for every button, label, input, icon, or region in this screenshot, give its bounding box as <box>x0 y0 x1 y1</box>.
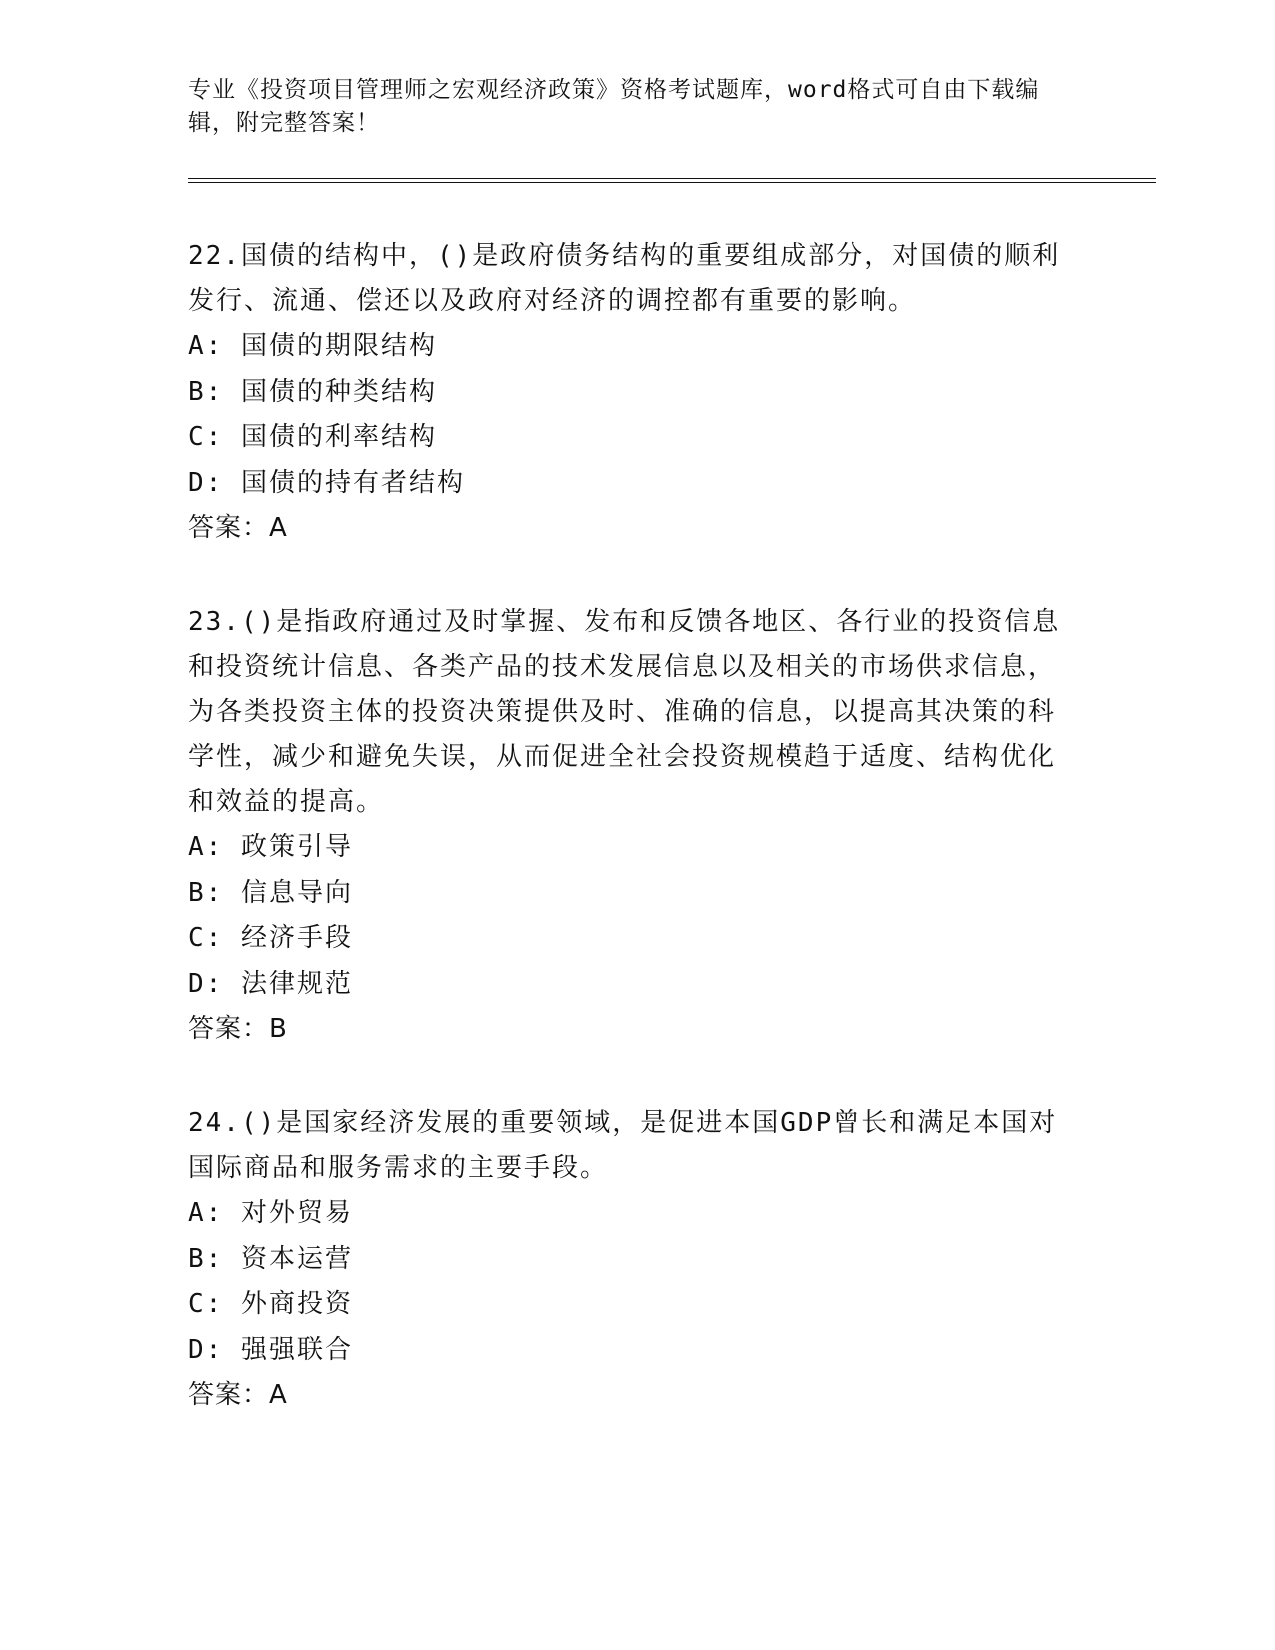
option-a: A: 国债的期限结构 <box>188 331 437 361</box>
option-b: B: 资本运营 <box>188 1243 353 1274</box>
option-b: B: 信息导向 <box>188 877 353 908</box>
question-stem: 22.国债的结构中，()是政府债务结构的重要组成部分，对国债的顺利发行、流通、偿还以及政府对经济的调控都有重要的影响。 <box>188 241 1061 316</box>
option-c: C: 经济手段 <box>188 923 353 954</box>
option-d: D: 国债的持有者结构 <box>188 467 465 498</box>
question-22 <box>188 234 1078 551</box>
option-a: A: 对外贸易 <box>188 1198 353 1228</box>
question-stem: 23.()是指政府通过及时掌握、发布和反馈各地区、各行业的投资信息和投资统计信息、各类产品的技术发展信息以及相关的市场供求信息，为各类投资主体的投资决策提供及时、准确的信息，以提高其决策的科学性，减少和避免失误，从而促进全社会投资规模趋于适度、结构优化和效益的提高。 <box>188 607 1061 817</box>
document-header: 专业《投资项目管理师之宏观经济政策》资格考试题库，word格式可自由下载编辑，附完整答案！ <box>188 77 1040 136</box>
question-24 <box>188 1101 1078 1418</box>
option-c: C: 国债的利率结构 <box>188 422 437 453</box>
option-a: A: 政策引导 <box>188 832 353 862</box>
question-stem: 24.()是国家经济发展的重要领域，是促进本国GDP曾长和满足本国对国际商品和服务需求的主要手段。 <box>188 1108 1058 1183</box>
header-divider-bottom <box>188 182 1156 183</box>
header-divider-top <box>188 178 1156 179</box>
option-b: B: 国债的种类结构 <box>188 376 437 407</box>
answer: 答案：A <box>188 513 288 544</box>
answer: 答案：A <box>188 1380 288 1411</box>
option-d: D: 强强联合 <box>188 1334 353 1365</box>
option-d: D: 法律规范 <box>188 968 353 999</box>
answer: 答案：B <box>188 1014 288 1045</box>
option-c: C: 外商投资 <box>188 1289 353 1320</box>
question-23 <box>188 600 1078 1052</box>
